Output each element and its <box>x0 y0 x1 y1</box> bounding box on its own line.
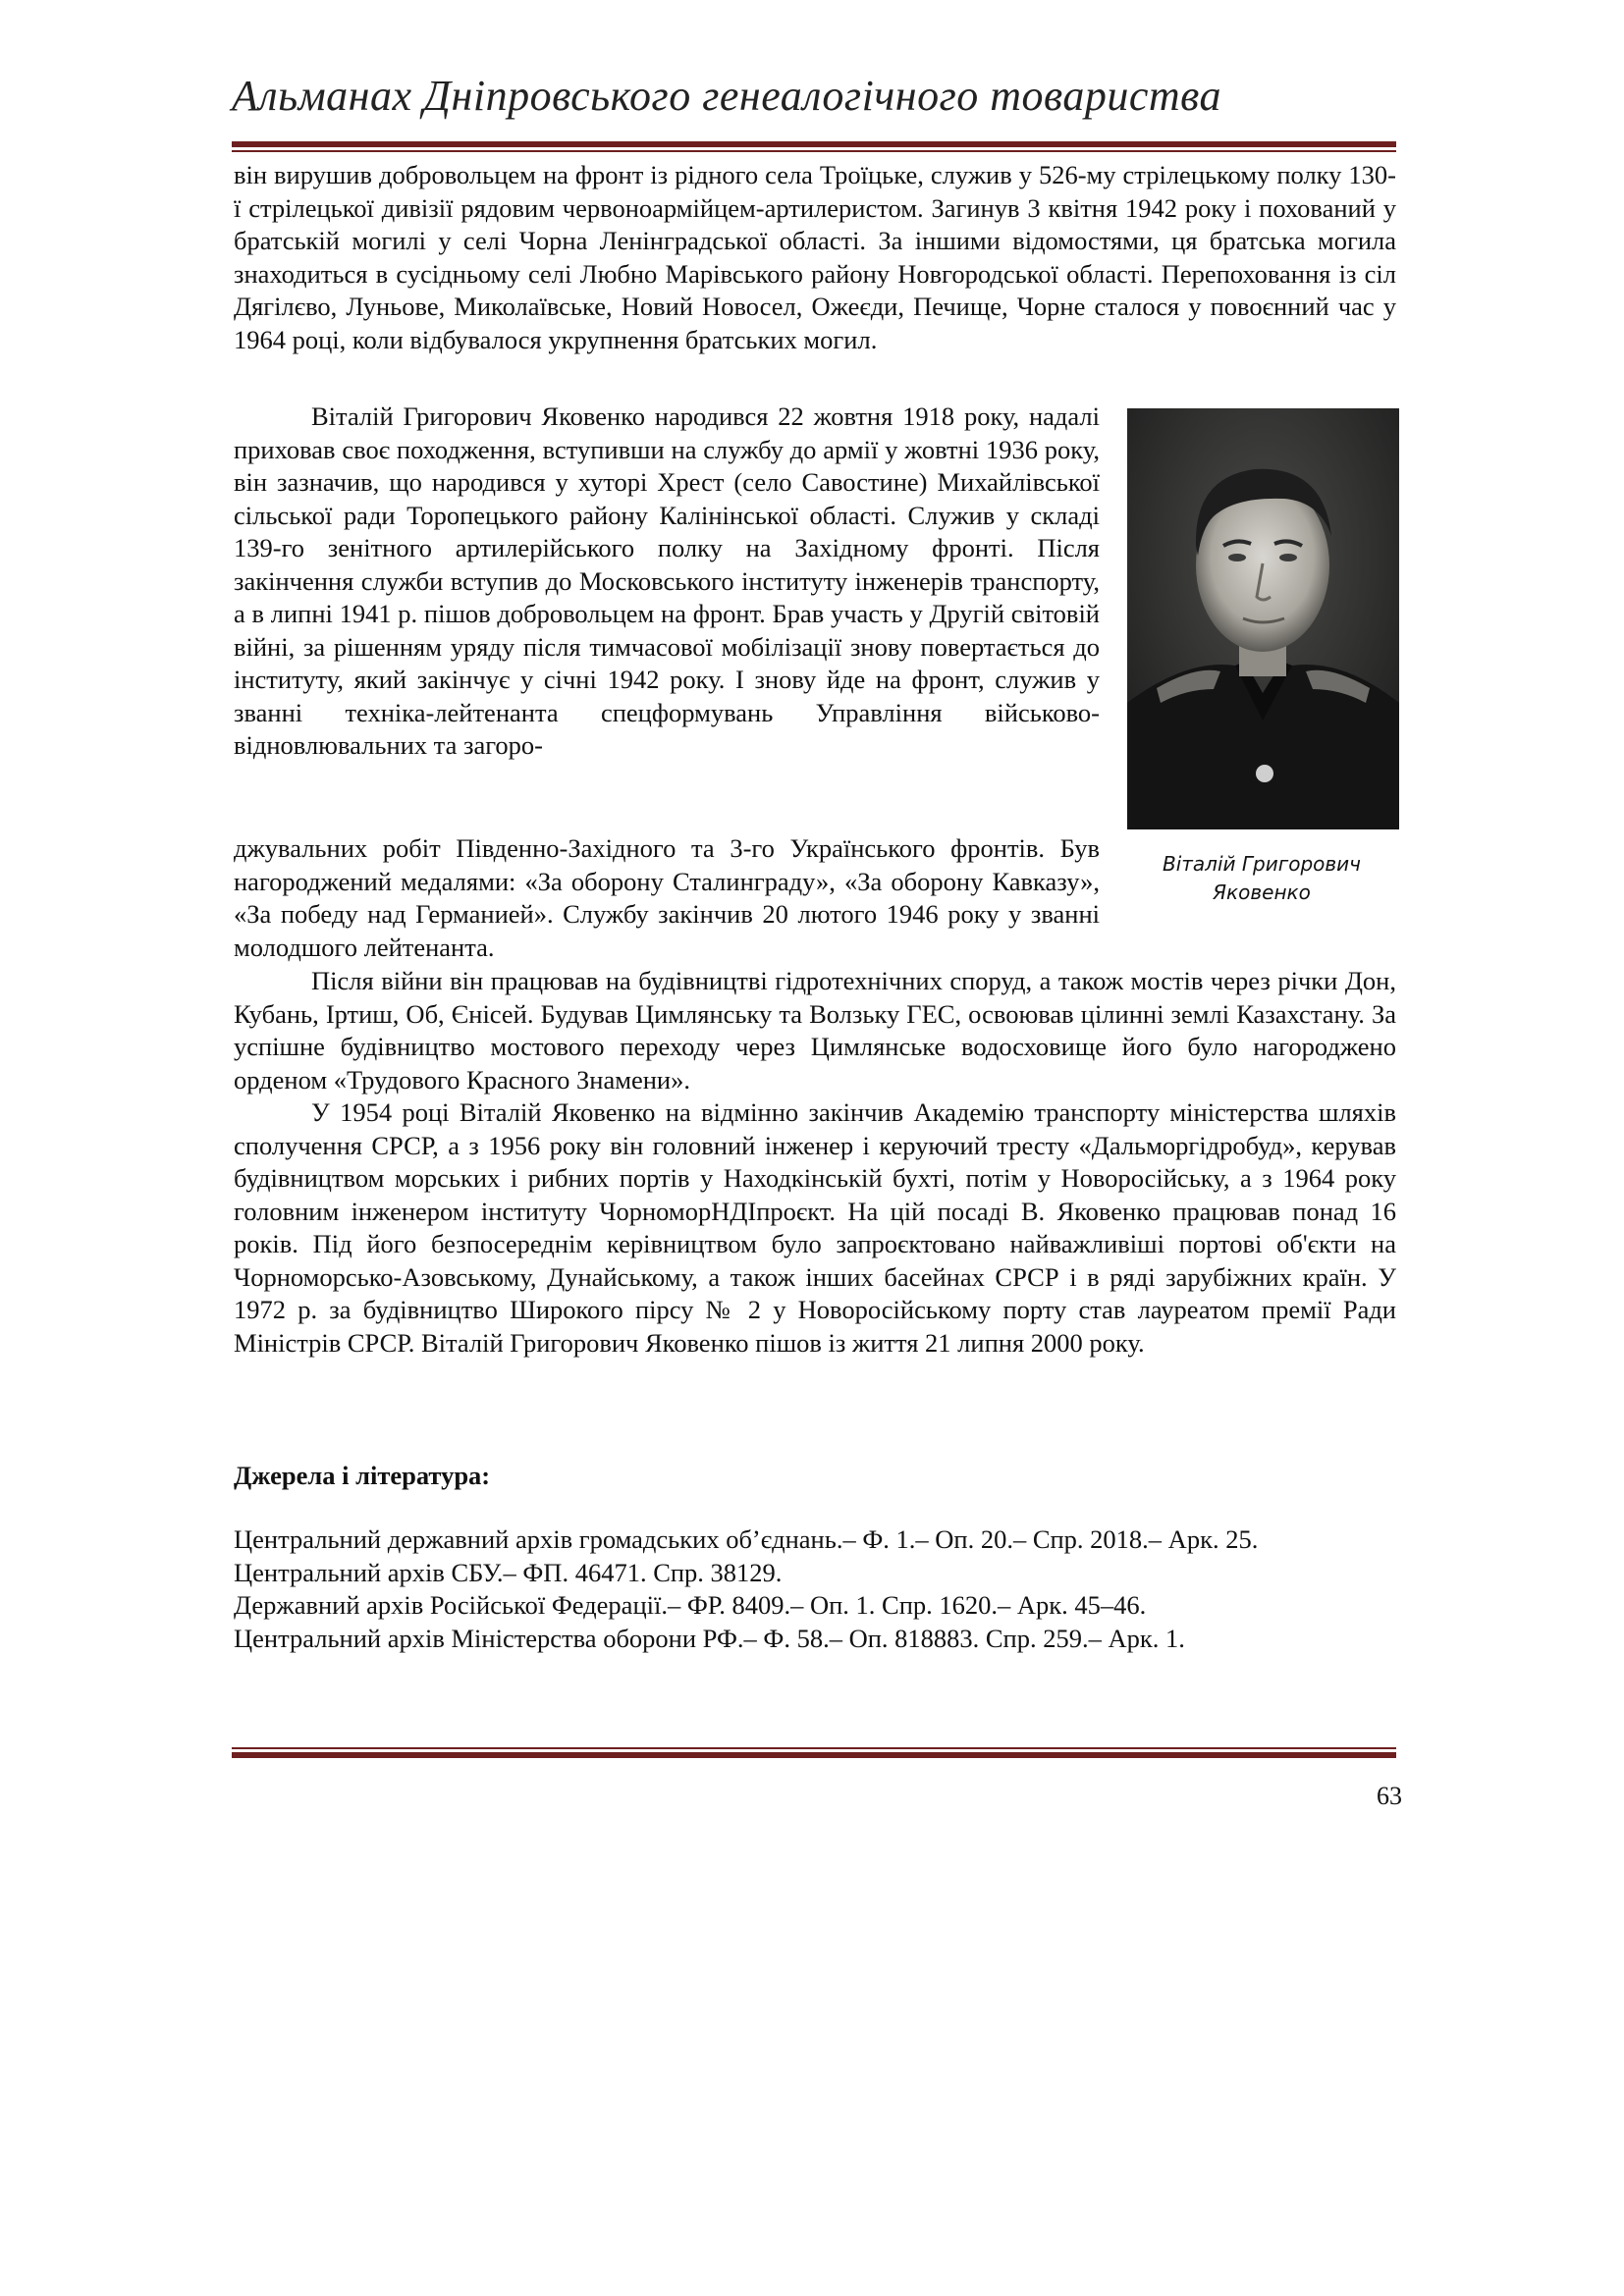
paragraph-2 <box>234 400 1100 763</box>
paragraph-2-cont-text: джувальних робіт Південно-Західного та 3-го Українського фронтів. Був нагороджений медалями: «За оборону Сталинграду», «За оборону Кавказу», «За победу над Германией». Службу закінчив 20 лютого 1946 року у званні молодшого лейтенанта. <box>234 833 1100 962</box>
source-item: Центральний архів СБУ.– ФП. 46471. Спр. 38129. <box>234 1557 783 1587</box>
source-item: Державний архів Російської Федерації.– ФР. 8409.– Оп. 1. Спр. 1620.– Арк. 45–46. <box>234 1590 1147 1620</box>
sources-heading: Джерела і література: <box>234 1461 491 1490</box>
paragraph-2-text: Віталій Григорович Яковенко народився 22 жовтня 1918 року, надалі приховав своє походження, вступивши на службу до армії у жовтні 1936 року, він зазначив, що народився у хуторі Хрест (село Савостине) Михайлівської сільської ради Торопецького району Калінінської області. Служив у складі 139-го зенітного артилерійського полку на Західному фронті. Після закінчення служби вступив до Московського інституту інженерів транспорту, а в липні 1941 р. пішов добровольцем на фронт. Брав участь у Другій світовій війні, за рішенням уряду після тимчасової мобілізації знову повертається до інституту, який закінчує у січні 1942 року. І знову йде на фронт, служив у званні техніка-лейтенанта спецформувань Управління військово-відновлювальних та загоро- <box>234 401 1100 760</box>
paragraph-4-text: У 1954 році Віталій Яковенко на відмінно закінчив Академію транспорту міністерства шляхів сполучення СРСР, а з 1956 року він головний інженер і керуючий тресту «Дальморгідробуд», керував будівництвом морських і рибних портів у Находкінській бухті, потім у Новоросійську, а з 1964 року головним інженером інституту ЧорноморНДІпроєкт. На цій посаді В. Яковенко працював понад 16 років. Під його безпосереднім керівництвом було запроєктовано найважливіші портові об'єкти на Чорноморсько-Азовському, Дунайському, а також інших басейнах СРСР і в ряді зарубіжних країн. У 1972 р. за будівництво Широкого пірсу № 2 у Новоросійському порту став лауреатом премії Ради Міністрів СРСР. Віталій Григорович Яковенко пішов із життя 21 липня 2000 року. <box>234 1097 1396 1358</box>
paragraph-1-text: він вирушив добровольцем на фронт із рідного села Троїцьке, служив у 526-му стрілецькому полку 130-ї стрілецької дивізії рядовим червоноармійцем-артилеристом. Загинув 3 квітня 1942 року і похований у братській могилі у селі Чорна Ленінградської області. За іншими відомостями, ця братська могила знаходиться в сусідньому селі Любно Марівського району Новгородської області. Перепоховання із сіл Дягілєво, Луньове, Миколаївське, Новий Новосел, Ожеєди, Печище, Чорне сталося у повоєнний час у 1964 році, коли відбувалося укрупнення братських могил. <box>234 160 1396 354</box>
source-item: Центральний державний архів громадських об’єднань.– Ф. 1.– Оп. 20.– Спр. 2018.– Арк. 25. <box>234 1524 1259 1554</box>
header-rule <box>232 141 1396 152</box>
footer-rule <box>232 1747 1396 1758</box>
photo-caption-line-2: Яковенко <box>1213 881 1311 904</box>
photo-caption <box>1110 850 1414 907</box>
paragraph-2-continued <box>234 832 1100 964</box>
almanac-title: Альманах Дніпровського генеалогічного товариства <box>232 72 1221 120</box>
photo-caption-line-1: Віталій Григорович <box>1163 852 1361 876</box>
sources-list <box>234 1523 1396 1655</box>
page-number: 63 <box>1377 1782 1402 1810</box>
source-item: Центральний архів Міністерства оборони РФ.– Ф. 58.– Оп. 818883. Спр. 259.– Арк. 1. <box>234 1623 1185 1653</box>
paragraph-3-text: Після війни він працював на будівництві гідротехнічних споруд, а також мостів через річки Дон, Кубань, Іртиш, Об, Єнісей. Будував Цимлянську та Волзьку ГЕС, освоював цілинні землі Казахстану. За успішне будівництво мостового переходу через Цимлянське водосховище його було нагороджено орденом «Трудового Красного Знамени». <box>234 966 1396 1095</box>
paragraphs-3-4 <box>234 965 1396 1360</box>
portrait-photo <box>1127 408 1399 829</box>
paragraph-1 <box>234 159 1396 356</box>
